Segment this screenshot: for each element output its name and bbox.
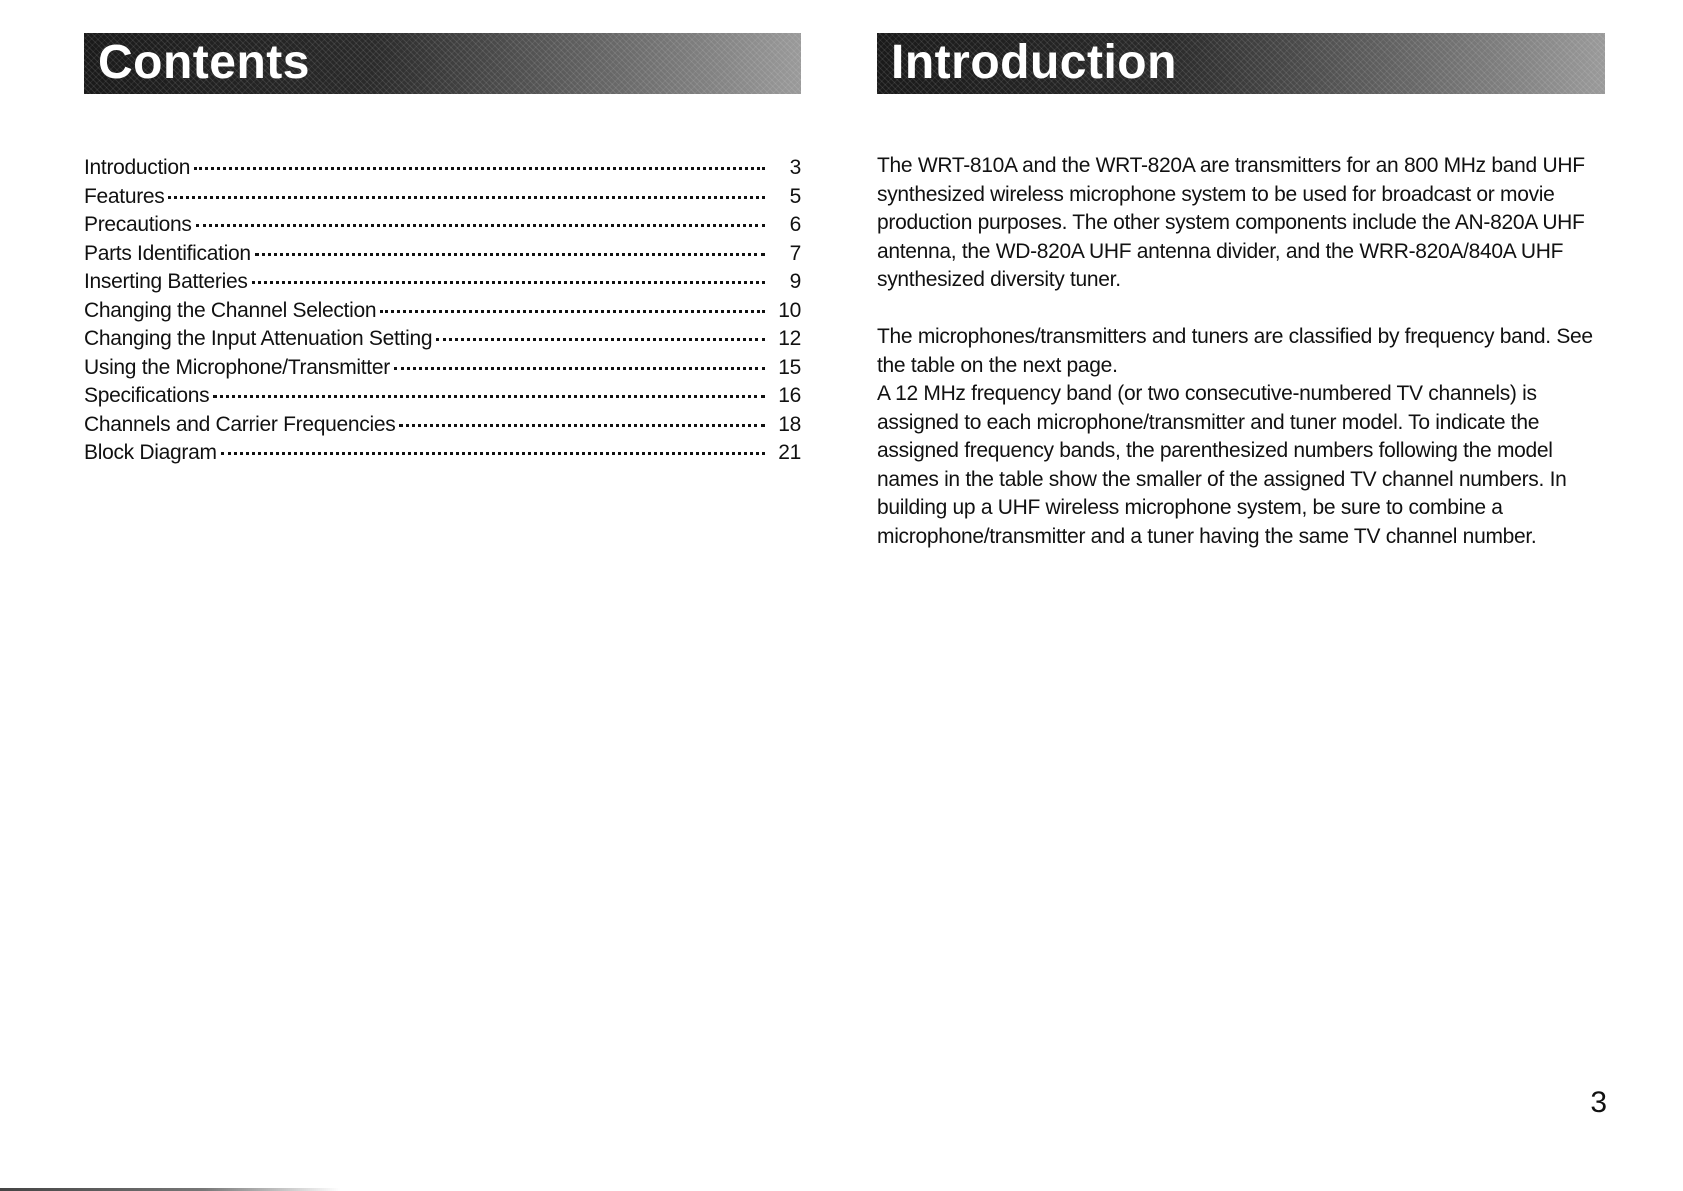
toc-entry-title: Channels and Carrier Frequencies bbox=[84, 412, 396, 436]
toc-entry[interactable] bbox=[84, 211, 801, 240]
toc-entry-title: Changing the Channel Selection bbox=[84, 298, 377, 322]
toc-leader-dots bbox=[196, 223, 765, 227]
toc-leader-dots bbox=[380, 309, 765, 313]
toc-entry[interactable] bbox=[84, 154, 801, 183]
toc-entry-title: Inserting Batteries bbox=[84, 270, 248, 293]
toc-entry-page: 5 bbox=[789, 184, 801, 208]
toc-entry[interactable] bbox=[84, 411, 801, 440]
contents-heading: Contents bbox=[98, 36, 310, 89]
introduction-paragraph-2-line-2: A 12 MHz frequency band (or two consecutive-numbered TV channels) is assigned to each microphone/transmitter and tuner model. To indicate the assigned frequency bands, the parenthesized numbers following the model names in the table show the smaller of the assigned TV channel numbers. In building up a UHF wireless microphone system, be sure to combine a microphone/transmitter and a tuner having the same TV channel number. bbox=[877, 382, 1567, 548]
toc-entry-title: Specifications bbox=[84, 384, 210, 407]
toc-leader-dots bbox=[168, 195, 765, 199]
toc-entry[interactable] bbox=[84, 240, 801, 269]
toc-entry[interactable] bbox=[84, 354, 801, 383]
toc-leader-dots bbox=[255, 252, 765, 256]
toc-entry-title: Parts Identification bbox=[84, 241, 251, 265]
toc-entry[interactable] bbox=[84, 382, 801, 411]
introduction-paragraph-2-line-1: The microphones/transmitters and tuners are classified by frequency band. See the table on the next page. bbox=[877, 325, 1593, 377]
toc-entry-title: Changing the Input Attenuation Setting bbox=[84, 327, 433, 350]
toc-entry-page: 16 bbox=[778, 384, 801, 407]
toc-entry-page: 10 bbox=[778, 298, 801, 322]
toc-entry[interactable] bbox=[84, 183, 801, 212]
toc-entry-title: Features bbox=[84, 184, 165, 208]
toc-entry[interactable] bbox=[84, 268, 801, 297]
introduction-heading: Introduction bbox=[891, 36, 1177, 89]
toc-entry[interactable] bbox=[84, 325, 801, 354]
toc-entry-page: 15 bbox=[778, 355, 801, 379]
table-of-contents bbox=[84, 154, 801, 468]
page-number: 3 bbox=[1590, 1086, 1607, 1119]
toc-entry-page: 21 bbox=[778, 441, 801, 464]
introduction-paragraph-1: The WRT-810A and the WRT-820A are transmitters for an 800 MHz band UHF synthesized wireless microphone system to be used for broadcast or movie production purposes. The other system components include the AN-820A UHF antenna, the WD-820A UHF antenna divider, and the WRR-820A/840A UHF synthesized diversity tuner. bbox=[877, 154, 1585, 291]
toc-entry-title: Block Diagram bbox=[84, 441, 217, 464]
toc-leader-dots bbox=[394, 366, 765, 370]
toc-entry-page: 18 bbox=[778, 412, 801, 436]
toc-leader-dots bbox=[252, 280, 765, 284]
toc-entry[interactable] bbox=[84, 297, 801, 326]
toc-entry-page: 12 bbox=[778, 327, 801, 350]
toc-entry-title: Using the Microphone/Transmitter bbox=[84, 355, 390, 379]
toc-entry-title: Precautions bbox=[84, 213, 192, 236]
contents-header-bar bbox=[84, 33, 801, 94]
toc-leader-dots bbox=[436, 337, 765, 341]
toc-entry-page: 7 bbox=[789, 241, 801, 265]
toc-entry-page: 6 bbox=[789, 213, 801, 236]
toc-entry-page: 3 bbox=[789, 156, 801, 179]
toc-leader-dots bbox=[194, 166, 765, 170]
introduction-header-bar bbox=[877, 33, 1605, 94]
introduction-paragraph-2 bbox=[877, 323, 1605, 551]
toc-leader-dots bbox=[399, 423, 765, 427]
toc-entry-page: 9 bbox=[789, 270, 801, 293]
toc-leader-dots bbox=[213, 394, 765, 398]
toc-entry[interactable] bbox=[84, 439, 801, 468]
toc-leader-dots bbox=[221, 451, 765, 455]
toc-entry-title: Introduction bbox=[84, 156, 191, 179]
